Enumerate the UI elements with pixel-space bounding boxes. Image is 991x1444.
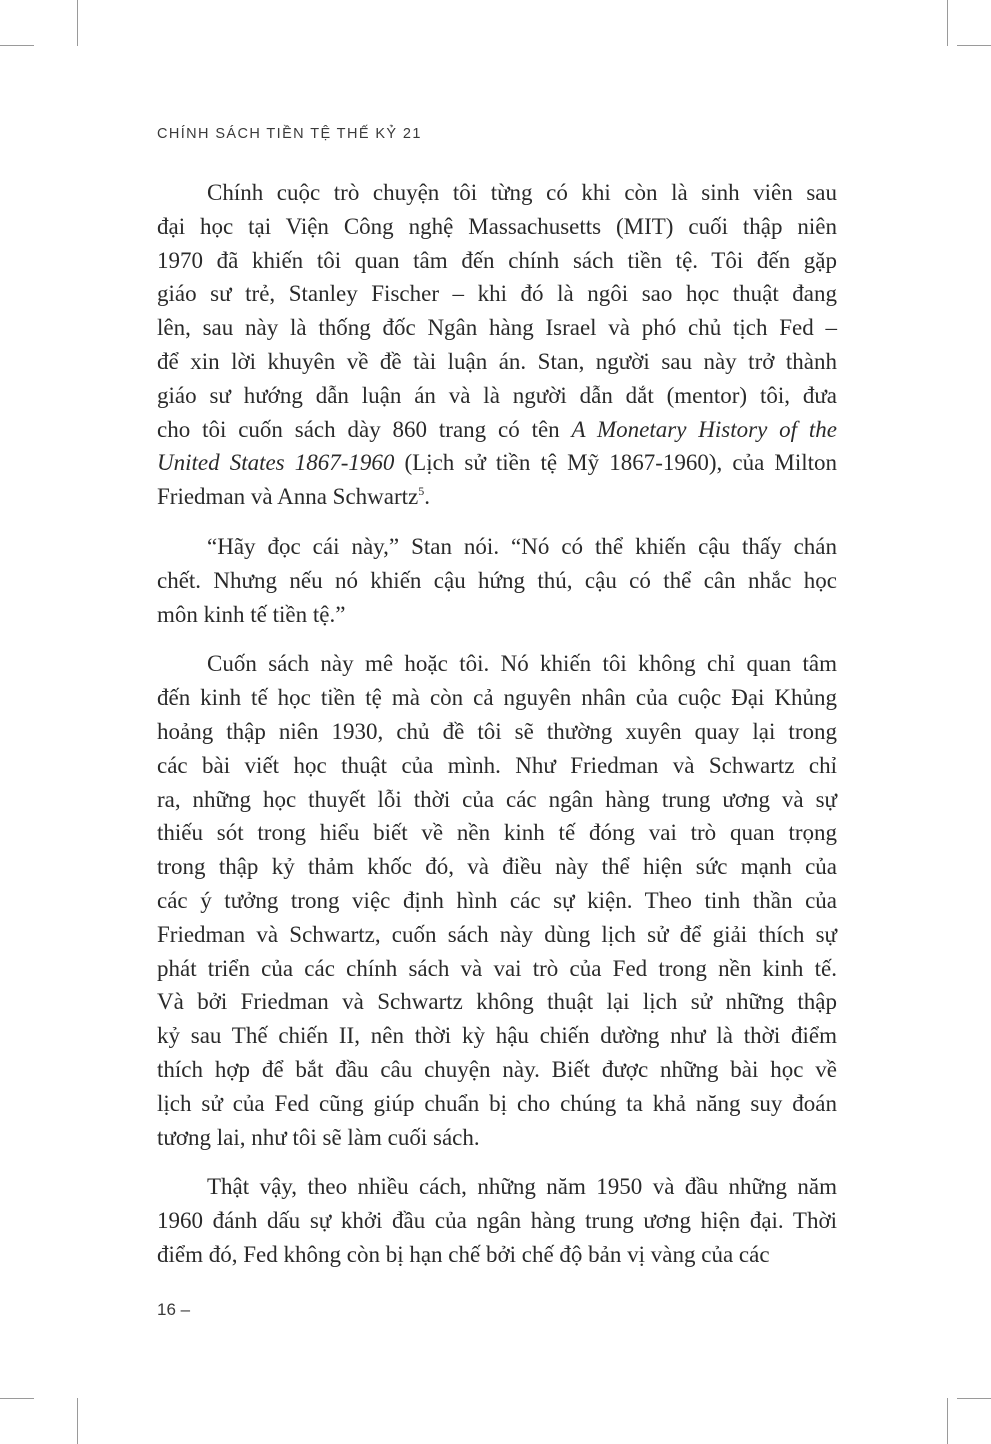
crop-mark-top-right [947,0,948,46]
text-segment: 1970 đã khiến tôi quan tâm đến chính sách tiền tệ. Tôi đến gặp [157,247,837,273]
crop-mark-bottom-right [947,1398,948,1444]
paragraph [157,647,837,1154]
paragraph [157,1170,837,1271]
footnote-ref: 5 [418,484,425,499]
text-line [157,379,837,413]
page-number: 16 – [157,1300,191,1319]
text-line [157,749,837,783]
text-line [157,850,837,884]
text-line [157,1204,837,1238]
text-segment: ra, những học thuyết lỗi thời của các ngân hàng trung ương và sự [157,786,837,812]
text-segment: lên, sau này là thống đốc Ngân hàng Israel và phó chủ tịch Fed – [157,315,837,341]
text-line [157,1053,837,1087]
text-line [157,715,837,749]
text-line [157,1019,837,1053]
text-line [157,918,837,952]
body-text [157,176,837,1288]
text-line [157,480,837,514]
text-segment: các ý tưởng trong việc định hình các sự kiện. Theo tinh thần của [157,887,837,913]
text-line [157,530,837,564]
text-line [157,564,837,598]
text-segment: giáo sư trẻ, Stanley Fischer – khi đó là ngôi sao học thuật đang [157,281,837,307]
text-line [157,884,837,918]
text-segment: Và bởi Friedman và Schwartz không thuật lại lịch sử những thập [157,989,837,1015]
text-line [157,277,837,311]
text-segment: kỷ sau Thế chiến II, nên thời kỳ hậu chiến dường như là thời điểm [157,1023,837,1049]
text-segment: Friedman và Schwartz, cuốn sách này dùng lịch sử để giải thích sự [157,921,837,947]
text-segment: để xin lời khuyên về đề tài luận án. Stan, người sau này trở thành [157,348,837,374]
text-line [157,647,837,681]
crop-mark-top-left [77,0,78,46]
text-segment: Cuốn sách này mê hoặc tôi. Nó khiến tôi không chỉ quan tâm [207,651,837,677]
text-segment: điểm đó, Fed không còn bị hạn chế bởi chế độ bản vị vàng của các [157,1241,770,1267]
text-line [157,1121,837,1155]
text-line [157,598,837,632]
text-segment: hoảng thập niên 1930, chủ đề tôi sẽ thường xuyên quay lại trong [157,718,837,744]
text-line [157,816,837,850]
text-segment: cho tôi cuốn sách dày 860 trang có tên [157,416,572,442]
text-line [157,413,837,447]
text-line [157,345,837,379]
text-segment: lịch sử của Fed cũng giúp chuẩn bị cho chúng ta khả năng suy đoán [157,1090,837,1116]
italic-title: United States 1867-1960 [157,450,395,476]
text-segment: thiếu sót trong hiểu biết về nền kinh tế đóng vai trò quan trọng [157,820,837,846]
text-line [157,210,837,244]
text-line [157,952,837,986]
text-segment: phát triển của các chính sách và vai trò của Fed trong nền kinh tế. [157,955,837,981]
text-line [157,244,837,278]
crop-mark-top-right-horizontal [957,45,991,46]
text-segment: giáo sư hướng dẫn luận án và là người dẫn dắt (mentor) tôi, đưa [157,382,837,408]
text-segment: các bài viết học thuật của mình. Như Friedman và Schwartz chỉ [157,752,837,778]
paragraph [157,176,837,514]
crop-mark-bottom-left-horizontal [0,1398,34,1399]
text-segment: (Lịch sử tiền tệ Mỹ 1867-1960), của Milton [394,450,837,476]
text-segment: tương lai, như tôi sẽ làm cuối sách. [157,1124,480,1150]
text-line [157,176,837,210]
text-segment: . [424,484,430,510]
crop-mark-bottom-right-horizontal [957,1398,991,1399]
text-segment: “Hãy đọc cái này,” Stan nói. “Nó có thể khiến cậu thấy chán [207,533,837,559]
text-segment: Chính cuộc trò chuyện tôi từng có khi còn là sinh viên sau [207,180,837,205]
text-line [157,1238,837,1272]
crop-mark-top-left-horizontal [0,45,34,46]
text-line [157,311,837,345]
italic-title: A Monetary History of the [571,416,837,442]
text-line [157,783,837,817]
text-segment: đến kinh tế học tiền tệ mà còn cả nguyên nhân của cuộc Đại Khủng [157,685,837,711]
text-segment: chết. Nhưng nếu nó khiến cậu hứng thú, cậu có thể cân nhắc học [157,567,837,593]
text-segment: môn kinh tế tiền tệ.” [157,601,346,627]
text-segment: trong thập kỷ thảm khốc đó, và điều này thể hiện sức mạnh của [157,854,837,880]
crop-mark-bottom-left [77,1398,78,1444]
text-segment: 1960 đánh dấu sự khởi đầu của ngân hàng trung ương hiện đại. Thời [157,1208,837,1234]
text-segment: thích hợp để bắt đầu câu chuyện này. Biết được những bài học về [157,1056,837,1082]
text-line [157,985,837,1019]
text-segment: Thật vậy, theo nhiều cách, những năm 1950 và đầu những năm [207,1174,837,1200]
text-segment: đại học tại Viện Công nghệ Massachusetts (MIT) cuối thập niên [157,213,837,239]
text-line [157,1087,837,1121]
text-line [157,446,837,480]
text-line [157,681,837,715]
running-head: CHÍNH SÁCH TIỀN TỆ THẾ KỶ 21 [157,126,422,142]
paragraph [157,530,837,631]
text-line [157,1170,837,1204]
text-segment: Friedman và Anna Schwartz [157,484,419,510]
